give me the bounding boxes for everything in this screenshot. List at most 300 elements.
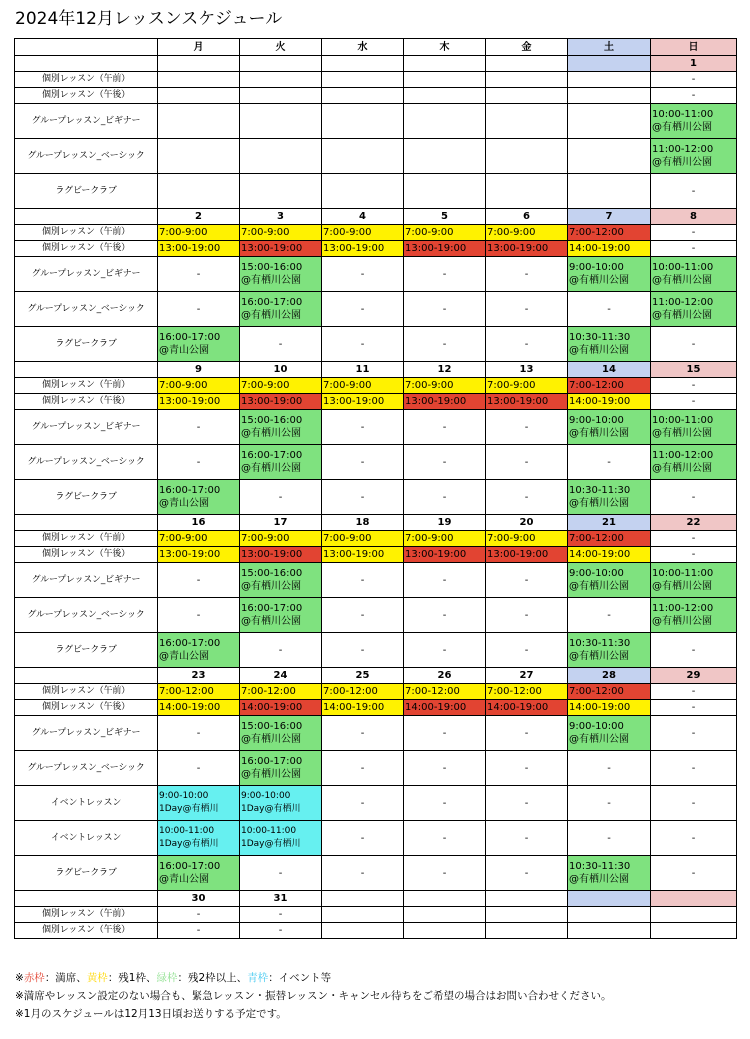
date-cell-sat	[568, 56, 651, 72]
slot-time: 10:00-11:00	[652, 568, 714, 579]
slot-cell-thu: -	[404, 257, 486, 292]
slot-cell-sun: -	[651, 856, 737, 891]
date-cell-sat: 7	[568, 209, 651, 225]
legend-prefix: ※	[15, 972, 24, 984]
date-cell-tue: 24	[240, 668, 322, 684]
slot-cell-fri	[486, 88, 568, 104]
slot-cell-sun: -	[651, 786, 737, 821]
day-header-mon: 月	[158, 39, 240, 56]
row-label: グループレッスン_ビギナー	[15, 563, 158, 598]
slot-cell-sun	[651, 563, 737, 598]
schedule-row	[15, 104, 737, 139]
slot-cell-sat	[568, 257, 651, 292]
schedule-row	[15, 72, 737, 88]
slot-cell-mon: 13:00-19:00	[158, 241, 240, 257]
slot-cell-sat: 7:00-12:00	[568, 531, 651, 547]
slot-cell-sat	[568, 410, 651, 445]
slot-time: 10:30-11:30	[569, 485, 631, 496]
slot-time: 10:00-11:00	[652, 109, 714, 120]
slot-cell-tue	[240, 410, 322, 445]
slot-cell-sat	[568, 907, 651, 923]
slot-location: @有栖川公園	[569, 275, 629, 286]
slot-cell-sun	[651, 598, 737, 633]
slot-cell-thu	[404, 139, 486, 174]
slot-cell-sun	[651, 410, 737, 445]
slot-location: @有栖川公園	[241, 428, 301, 439]
date-cell-fri: 13	[486, 362, 568, 378]
date-cell-sat	[568, 891, 651, 907]
slot-cell-tue: 14:00-19:00	[240, 700, 322, 716]
corner-cell	[15, 39, 158, 56]
slot-cell-sun: -	[651, 547, 737, 563]
slot-cell-wed	[322, 72, 404, 88]
slot-cell-wed	[322, 104, 404, 139]
slot-cell-wed: 7:00-12:00	[322, 684, 404, 700]
row-label: イベントレッスン	[15, 786, 158, 821]
slot-cell-wed: -	[322, 480, 404, 515]
slot-cell-thu: 13:00-19:00	[404, 241, 486, 257]
slot-cell-wed: -	[322, 292, 404, 327]
color-legend	[15, 969, 735, 987]
slot-location: @有栖川公園	[241, 769, 301, 780]
schedule-row	[15, 923, 737, 939]
row-label: ラグビークラブ	[15, 174, 158, 209]
slot-cell-thu: 13:00-19:00	[404, 394, 486, 410]
slot-time: 10:30-11:30	[569, 861, 631, 872]
slot-cell-fri	[486, 907, 568, 923]
legend-yellow: 黄枠	[86, 972, 108, 984]
date-row	[15, 56, 737, 72]
slot-cell-tue	[240, 292, 322, 327]
schedule-row	[15, 327, 737, 362]
slot-cell-fri: 13:00-19:00	[486, 394, 568, 410]
schedule-row	[15, 751, 737, 786]
date-cell-tue	[240, 56, 322, 72]
slot-cell-tue: 7:00-9:00	[240, 531, 322, 547]
schedule-row	[15, 88, 737, 104]
slot-cell-fri	[486, 72, 568, 88]
date-cell-mon: 23	[158, 668, 240, 684]
date-cell-sat: 28	[568, 668, 651, 684]
slot-cell-mon: -	[158, 751, 240, 786]
schedule-row	[15, 480, 737, 515]
date-row	[15, 209, 737, 225]
date-cell-tue: 3	[240, 209, 322, 225]
slot-cell-wed: -	[322, 856, 404, 891]
legend-cyan-desc: ：イベント等	[268, 972, 332, 984]
slot-cell-sat: 7:00-12:00	[568, 378, 651, 394]
slot-cell-mon	[158, 104, 240, 139]
slot-cell-tue: 13:00-19:00	[240, 547, 322, 563]
slot-cell-fri: 7:00-9:00	[486, 531, 568, 547]
slot-cell-sat: -	[568, 598, 651, 633]
legend-yellow-desc: ：残1枠、	[107, 972, 157, 984]
schedule-row	[15, 633, 737, 668]
slot-cell-fri: -	[486, 292, 568, 327]
legend-green-desc: ：残2枠以上、	[177, 972, 248, 984]
date-cell-thu: 26	[404, 668, 486, 684]
slot-cell-thu: -	[404, 633, 486, 668]
note-next-month: ※1月のスケジュールは12月13日頃お送りする予定です。	[15, 1008, 287, 1020]
slot-cell-mon	[158, 174, 240, 209]
slot-cell-sat	[568, 480, 651, 515]
slot-cell-sat	[568, 716, 651, 751]
slot-cell-mon	[158, 88, 240, 104]
day-header-sun: 日	[651, 39, 737, 56]
slot-location: @有栖川公園	[241, 616, 301, 627]
slot-location: 1Day@有栖川	[159, 839, 219, 849]
slot-cell-mon: -	[158, 257, 240, 292]
date-row-label-cell	[15, 209, 158, 225]
schedule-row	[15, 410, 737, 445]
slot-cell-sun: -	[651, 633, 737, 668]
slot-time: 11:00-12:00	[652, 603, 714, 614]
slot-location: @有栖川公園	[241, 310, 301, 321]
slot-cell-fri: -	[486, 856, 568, 891]
slot-cell-tue	[240, 445, 322, 480]
slot-cell-sun: -	[651, 394, 737, 410]
date-cell-mon: 9	[158, 362, 240, 378]
slot-cell-sat	[568, 72, 651, 88]
schedule-row	[15, 378, 737, 394]
date-cell-thu: 5	[404, 209, 486, 225]
schedule-row	[15, 821, 737, 856]
row-label: 個別レッスン（午後）	[15, 547, 158, 563]
day-header-fri: 金	[486, 39, 568, 56]
slot-time: 16:00-17:00	[159, 861, 221, 872]
slot-cell-fri: 13:00-19:00	[486, 241, 568, 257]
slot-cell-sat: 14:00-19:00	[568, 394, 651, 410]
slot-cell-mon	[158, 327, 240, 362]
slot-cell-tue: 13:00-19:00	[240, 241, 322, 257]
slot-location: @青山公園	[159, 498, 209, 509]
slot-cell-tue	[240, 174, 322, 209]
date-row-label-cell	[15, 515, 158, 531]
date-cell-wed: 4	[322, 209, 404, 225]
slot-cell-tue: 7:00-9:00	[240, 378, 322, 394]
slot-location: @青山公園	[159, 345, 209, 356]
slot-cell-sun: -	[651, 531, 737, 547]
day-header-wed: 水	[322, 39, 404, 56]
slot-cell-sun: -	[651, 751, 737, 786]
slot-cell-fri: -	[486, 257, 568, 292]
date-cell-fri	[486, 56, 568, 72]
slot-cell-mon	[158, 786, 240, 821]
slot-cell-thu	[404, 72, 486, 88]
slot-cell-wed: -	[322, 716, 404, 751]
row-label: 個別レッスン（午前）	[15, 72, 158, 88]
slot-cell-sun: -	[651, 700, 737, 716]
slot-cell-sun	[651, 923, 737, 939]
slot-cell-sat	[568, 563, 651, 598]
slot-location: 1Day@有栖川	[241, 839, 301, 849]
slot-cell-fri: -	[486, 751, 568, 786]
slot-cell-sun: -	[651, 327, 737, 362]
date-cell-fri	[486, 891, 568, 907]
slot-time: 9:00-10:00	[159, 791, 209, 801]
schedule-row	[15, 394, 737, 410]
slot-cell-mon	[158, 139, 240, 174]
date-cell-mon	[158, 56, 240, 72]
slot-cell-sat	[568, 139, 651, 174]
row-label: 個別レッスン（午前）	[15, 684, 158, 700]
date-cell-mon: 16	[158, 515, 240, 531]
row-label: 個別レッスン（午後）	[15, 700, 158, 716]
schedule-row	[15, 139, 737, 174]
slot-cell-wed: -	[322, 821, 404, 856]
slot-cell-thu: -	[404, 716, 486, 751]
schedule-row	[15, 292, 737, 327]
slot-cell-sun	[651, 445, 737, 480]
slot-time: 9:00-10:00	[569, 262, 624, 273]
slot-cell-wed: -	[322, 633, 404, 668]
schedule-row	[15, 700, 737, 716]
slot-cell-thu: 13:00-19:00	[404, 547, 486, 563]
slot-cell-wed: 14:00-19:00	[322, 700, 404, 716]
slot-location: @有栖川公園	[241, 275, 301, 286]
slot-cell-sun	[651, 292, 737, 327]
slot-location: @有栖川公園	[652, 428, 712, 439]
day-header-thu: 木	[404, 39, 486, 56]
date-cell-sun: 29	[651, 668, 737, 684]
slot-cell-wed	[322, 139, 404, 174]
slot-location: @有栖川公園	[652, 275, 712, 286]
row-label: グループレッスン_ビギナー	[15, 716, 158, 751]
slot-time: 15:00-16:00	[241, 568, 303, 579]
slot-cell-tue: -	[240, 923, 322, 939]
schedule-row	[15, 225, 737, 241]
slot-location: @有栖川公園	[569, 874, 629, 885]
date-cell-thu	[404, 56, 486, 72]
slot-cell-fri: -	[486, 821, 568, 856]
slot-cell-tue	[240, 104, 322, 139]
slot-cell-fri	[486, 174, 568, 209]
slot-cell-thu: 7:00-12:00	[404, 684, 486, 700]
slot-cell-thu	[404, 923, 486, 939]
slot-cell-sun: -	[651, 225, 737, 241]
slot-cell-wed: 7:00-9:00	[322, 378, 404, 394]
slot-cell-sun: -	[651, 378, 737, 394]
note-contact: ※満席やレッスン設定のない場合も、緊急レッスン・振替レッスン・キャンセル待ちをご希望の場合はお問い合わせください。	[15, 990, 612, 1002]
slot-cell-fri: -	[486, 480, 568, 515]
slot-cell-thu: -	[404, 598, 486, 633]
slot-cell-mon: -	[158, 716, 240, 751]
slot-time: 10:30-11:30	[569, 638, 631, 649]
slot-location: @有栖川公園	[569, 734, 629, 745]
slot-location: @有栖川公園	[241, 463, 301, 474]
slot-cell-wed: -	[322, 598, 404, 633]
slot-cell-tue	[240, 716, 322, 751]
date-cell-fri: 6	[486, 209, 568, 225]
slot-time: 15:00-16:00	[241, 262, 303, 273]
slot-cell-sun	[651, 139, 737, 174]
date-cell-wed: 11	[322, 362, 404, 378]
slot-cell-wed: -	[322, 445, 404, 480]
slot-cell-tue: -	[240, 327, 322, 362]
slot-location: @有栖川公園	[652, 310, 712, 321]
schedule-row	[15, 907, 737, 923]
slot-cell-sat	[568, 104, 651, 139]
row-label: 個別レッスン（午後）	[15, 394, 158, 410]
slot-cell-tue	[240, 139, 322, 174]
slot-time: 9:00-10:00	[569, 721, 624, 732]
slot-cell-sat: 14:00-19:00	[568, 547, 651, 563]
slot-cell-sat: -	[568, 786, 651, 821]
date-cell-fri: 27	[486, 668, 568, 684]
slot-cell-sun: -	[651, 174, 737, 209]
slot-cell-thu: -	[404, 327, 486, 362]
slot-cell-fri: 13:00-19:00	[486, 547, 568, 563]
slot-cell-thu: -	[404, 563, 486, 598]
slot-cell-thu	[404, 907, 486, 923]
slot-cell-fri: 7:00-12:00	[486, 684, 568, 700]
page-title: 2024年12月レッスンスケジュール	[15, 9, 283, 29]
notes	[15, 969, 735, 1023]
row-label: グループレッスン_ビギナー	[15, 104, 158, 139]
slot-cell-mon: 13:00-19:00	[158, 547, 240, 563]
slot-cell-mon: -	[158, 563, 240, 598]
slot-location: @有栖川公園	[652, 157, 712, 168]
slot-cell-wed	[322, 907, 404, 923]
legend-cyan: 青枠	[247, 972, 269, 984]
slot-time: 10:00-11:00	[652, 415, 714, 426]
date-row-label-cell	[15, 362, 158, 378]
slot-cell-mon: 7:00-9:00	[158, 225, 240, 241]
slot-cell-sat: 7:00-12:00	[568, 684, 651, 700]
slot-cell-sat	[568, 88, 651, 104]
schedule-row	[15, 257, 737, 292]
slot-location: @有栖川公園	[652, 122, 712, 133]
row-label: グループレッスン_ベーシック	[15, 292, 158, 327]
slot-location: @有栖川公園	[569, 428, 629, 439]
slot-cell-fri: 14:00-19:00	[486, 700, 568, 716]
schedule-row	[15, 241, 737, 257]
slot-time: 11:00-12:00	[652, 297, 714, 308]
row-label: 個別レッスン（午前）	[15, 907, 158, 923]
slot-location: @青山公園	[159, 651, 209, 662]
row-label: ラグビークラブ	[15, 480, 158, 515]
date-row	[15, 362, 737, 378]
slot-cell-fri: -	[486, 633, 568, 668]
slot-location: @有栖川公園	[652, 616, 712, 627]
slot-location: 1Day@有栖川	[159, 804, 219, 814]
slot-cell-thu: -	[404, 786, 486, 821]
slot-cell-tue: -	[240, 480, 322, 515]
slot-cell-sat	[568, 327, 651, 362]
row-label: イベントレッスン	[15, 821, 158, 856]
slot-cell-thu: 7:00-9:00	[404, 378, 486, 394]
slot-cell-wed: 13:00-19:00	[322, 547, 404, 563]
slot-cell-sat: -	[568, 821, 651, 856]
slot-time: 10:30-11:30	[569, 332, 631, 343]
slot-cell-mon: -	[158, 598, 240, 633]
slot-cell-sun: -	[651, 684, 737, 700]
slot-cell-thu: 7:00-9:00	[404, 531, 486, 547]
slot-time: 10:00-11:00	[652, 262, 714, 273]
schedule-row	[15, 445, 737, 480]
slot-cell-fri: -	[486, 716, 568, 751]
slot-cell-mon: -	[158, 410, 240, 445]
slot-cell-mon	[158, 633, 240, 668]
slot-cell-mon	[158, 856, 240, 891]
slot-cell-wed	[322, 923, 404, 939]
slot-cell-mon	[158, 72, 240, 88]
schedule-row	[15, 174, 737, 209]
slot-cell-sun: -	[651, 88, 737, 104]
slot-cell-thu: -	[404, 480, 486, 515]
slot-time: 10:00-11:00	[159, 826, 215, 836]
slot-cell-thu	[404, 104, 486, 139]
slot-time: 15:00-16:00	[241, 721, 303, 732]
slot-cell-thu: -	[404, 751, 486, 786]
slot-cell-sat: 14:00-19:00	[568, 241, 651, 257]
slot-cell-mon: -	[158, 923, 240, 939]
slot-cell-thu: -	[404, 445, 486, 480]
slot-cell-sat	[568, 923, 651, 939]
slot-cell-sat	[568, 633, 651, 668]
slot-cell-wed: -	[322, 563, 404, 598]
slot-cell-tue	[240, 786, 322, 821]
date-cell-sun: 15	[651, 362, 737, 378]
date-cell-wed: 25	[322, 668, 404, 684]
date-cell-wed	[322, 56, 404, 72]
day-header-sat: 土	[568, 39, 651, 56]
slot-cell-wed: -	[322, 751, 404, 786]
slot-time: 16:00-17:00	[241, 603, 303, 614]
row-label: 個別レッスン（午前）	[15, 378, 158, 394]
slot-cell-mon: 7:00-9:00	[158, 531, 240, 547]
slot-cell-mon: 7:00-12:00	[158, 684, 240, 700]
legend-green: 緑枠	[156, 972, 178, 984]
slot-cell-mon	[158, 821, 240, 856]
date-cell-sun: 8	[651, 209, 737, 225]
slot-cell-tue	[240, 72, 322, 88]
date-cell-thu	[404, 891, 486, 907]
slot-cell-wed: 7:00-9:00	[322, 531, 404, 547]
slot-time: 9:00-10:00	[241, 791, 291, 801]
slot-cell-tue: -	[240, 633, 322, 668]
slot-time: 16:00-17:00	[241, 297, 303, 308]
slot-time: 16:00-17:00	[159, 638, 221, 649]
row-label: 個別レッスン（午前）	[15, 531, 158, 547]
legend-red-desc: ：満席、	[44, 972, 87, 984]
slot-cell-tue	[240, 751, 322, 786]
slot-cell-sat: -	[568, 292, 651, 327]
slot-cell-thu: -	[404, 292, 486, 327]
slot-cell-wed: -	[322, 410, 404, 445]
slot-cell-mon	[158, 480, 240, 515]
slot-cell-wed	[322, 174, 404, 209]
date-cell-sun: 22	[651, 515, 737, 531]
slot-cell-sat: -	[568, 751, 651, 786]
date-row-label-cell	[15, 891, 158, 907]
row-label: ラグビークラブ	[15, 327, 158, 362]
slot-cell-wed: 13:00-19:00	[322, 241, 404, 257]
slot-cell-thu: -	[404, 410, 486, 445]
date-cell-mon: 30	[158, 891, 240, 907]
slot-location: @有栖川公園	[241, 734, 301, 745]
schedule-row	[15, 547, 737, 563]
slot-cell-tue: 7:00-12:00	[240, 684, 322, 700]
slot-cell-wed: -	[322, 786, 404, 821]
slot-cell-sun: -	[651, 716, 737, 751]
slot-cell-wed: -	[322, 327, 404, 362]
row-label: 個別レッスン（午前）	[15, 225, 158, 241]
date-cell-thu: 12	[404, 362, 486, 378]
date-cell-tue: 17	[240, 515, 322, 531]
date-row	[15, 515, 737, 531]
slot-location: @有栖川公園	[241, 581, 301, 592]
